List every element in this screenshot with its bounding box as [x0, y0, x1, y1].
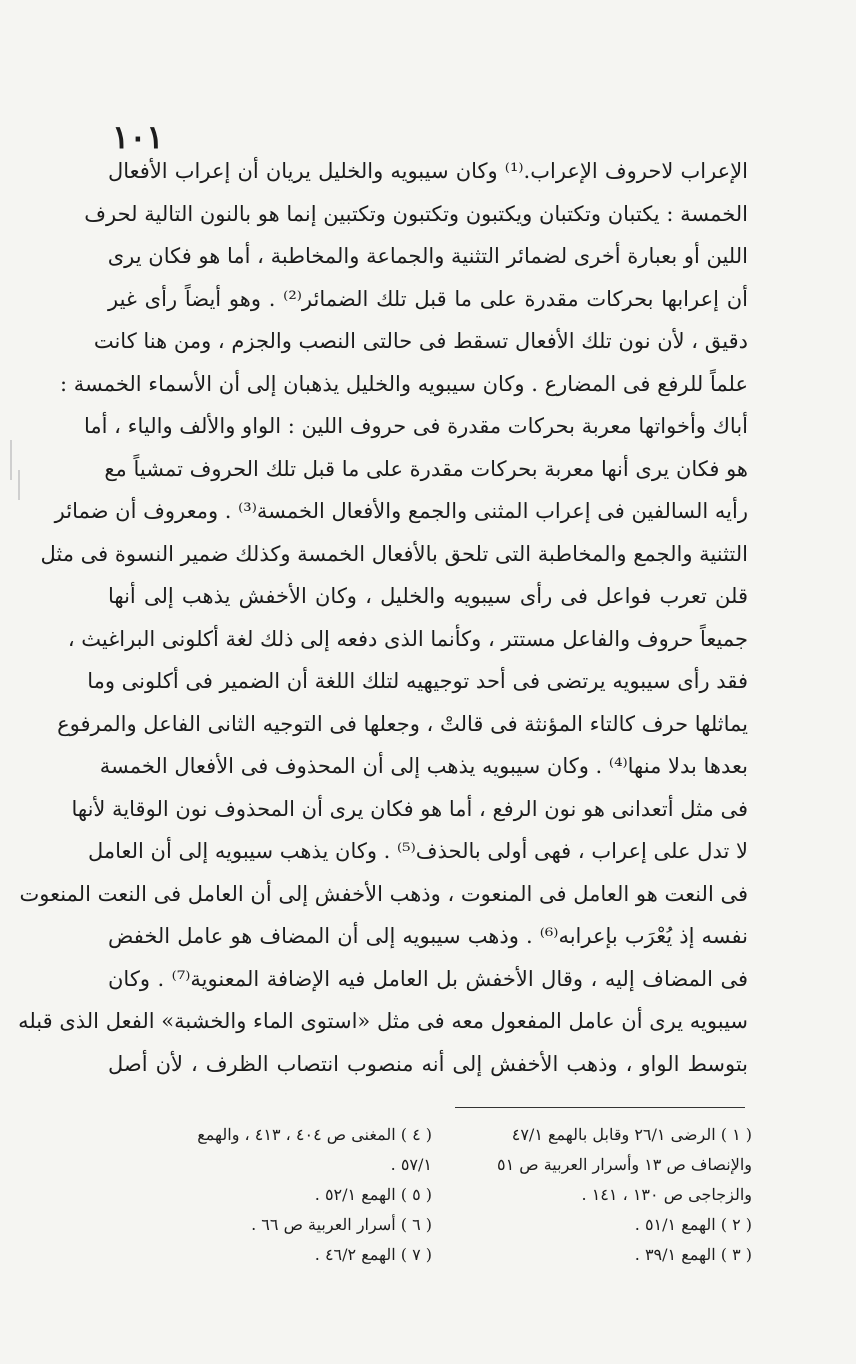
- text-line: التثنية والجمع والمخاطبة التى تلحق بالأفعال الخمسة وكذلك ضمير النسوة فى مثل: [40, 541, 748, 566]
- footnotes: [112, 1120, 752, 1270]
- text-line: نفسه إذ يُعْرَب بإعرابه⁽⁶⁾ . وذهب سيبويه إلى أن المضاف هو عامل الخفض: [108, 924, 748, 948]
- footnote-line: ( ٢ ) الهمع ٥١/١ .: [634, 1215, 752, 1234]
- text-line: فى النعت هو العامل فى المنعوت ، وذهب الأخفش إلى أن العامل فى النعت المنعوت: [19, 881, 748, 906]
- footnote-line: ( ٦ ) أسرار العربية ص ٦٦ .: [251, 1215, 432, 1234]
- text-line: الإعراب لاحروف الإعراب.⁽¹⁾ وكان سيبويه والخليل يريان أن إعراب الأفعال: [108, 159, 749, 183]
- text-line: رأيه السالفين فى إعراب المثنى والجمع والأفعال الخمسة⁽³⁾ . ومعروف أن ضمائر: [54, 499, 748, 523]
- footnote-divider: [455, 1107, 745, 1108]
- footnote-line: ( ١ ) الرضى ٢٦/١ وقابل بالهمع ٤٧/١: [511, 1125, 752, 1144]
- footnote-line: ( ٣ ) الهمع ٣٩/١ .: [634, 1245, 752, 1264]
- footnote-line: ( ٧ ) الهمع ٤٦/٢ .: [314, 1245, 432, 1264]
- scan-edge-mark: [18, 470, 20, 500]
- text-line: فى المضاف إليه ، وقال الأخفش بل العامل فيه الإضافة المعنوية⁽⁷⁾ . وكان: [108, 966, 748, 991]
- text-line: فى مثل أتعدانى هو نون الرفع ، أما هو فكان يرى أن المحذوف نون الوقاية لأنها: [71, 796, 748, 821]
- text-line: اللين أو بعبارة أخرى لضمائر التثنية والجماعة والمخاطبة ، أما هو فكان يرى: [107, 244, 748, 268]
- text-line: أن إعرابها بحركات مقدرة على ما قبل تلك الضمائر⁽²⁾ . وهو أيضاً رأى غير: [108, 286, 748, 311]
- footnote-line: ٥٧/١ .: [390, 1155, 432, 1174]
- footnotes-right-column: [432, 1120, 752, 1270]
- body-text: [18, 150, 749, 1085]
- text-line: سيبويه يرى أن عامل المفعول معه فى مثل «استوى الماء والخشبة» الفعل الذى قبله: [18, 1009, 748, 1033]
- text-line: فقد رأى سيبويه يرتضى فى أحد توجيهيه لتلك اللغة أن الضمير فى أكلونى وما: [87, 669, 748, 693]
- text-line: أباك وأخواتها معربة بحركات مقدرة فى حروف اللين : الواو والألف والياء ، أما: [84, 414, 748, 438]
- footnote-line: ( ٥ ) الهمع ٥٢/١ .: [314, 1185, 432, 1204]
- text-line: لا تدل على إعراب ، فهى أولى بالحذف⁽⁵⁾ . وكان يذهب سيبويه إلى أن العامل: [87, 839, 748, 863]
- footnotes-left-column: [112, 1120, 432, 1270]
- footnote-line: والإنصاف ص ١٣ وأسرار العربية ص ٥١: [497, 1155, 752, 1174]
- text-line: قلن تعرب فواعل فى رأى سيبويه والخليل ، وكان الأخفش يذهب إلى أنها: [108, 584, 748, 608]
- text-line: يماثلها حرف كالتاء المؤنثة فى قالتْ ، وجعلها فى التوجيه الثانى الفاعل والمرفوع: [57, 711, 748, 736]
- footnote-line: والزجاجى ص ١٣٠ ، ١٤١ .: [581, 1185, 752, 1204]
- text-line: بتوسط الواو ، وذهب الأخفش إلى أنه منصوب انتصاب الظرف ، لأن أصل: [108, 1051, 748, 1076]
- text-line: جميعاً حروف والفاعل مستتر ، وكأنما الذى دفعه إلى ذلك لغة أكلونى البراغيث ،: [67, 626, 748, 651]
- scan-edge-mark: [10, 440, 12, 480]
- page-number: ١٠١: [112, 118, 164, 156]
- text-line: بعدها بدلا منها⁽⁴⁾ . وكان سيبويه يذهب إلى أن المحذوف فى الأفعال الخمسة: [99, 754, 748, 778]
- text-line: دقيق ، لأن نون تلك الأفعال تسقط فى حالتى النصب والجزم ، ومن هنا كانت: [93, 329, 748, 353]
- text-line: هو فكان يرى أنها معربة بحركات مقدرة على ما قبل تلك الحروف تمشياً مع: [104, 456, 748, 481]
- footnote-line: ( ٤ ) المغنى ص ٤٠٤ ، ٤١٣ ، والهمع: [197, 1125, 432, 1144]
- text-line: الخمسة : يكتبان وتكتبان ويكتبون وتكتبون وتكتبين إنما هو بالنون التالية لحرف: [84, 201, 748, 226]
- text-line: علماً للرفع فى المضارع . وكان سيبويه والخليل يذهبان إلى أن الأسماء الخمسة :: [59, 371, 748, 396]
